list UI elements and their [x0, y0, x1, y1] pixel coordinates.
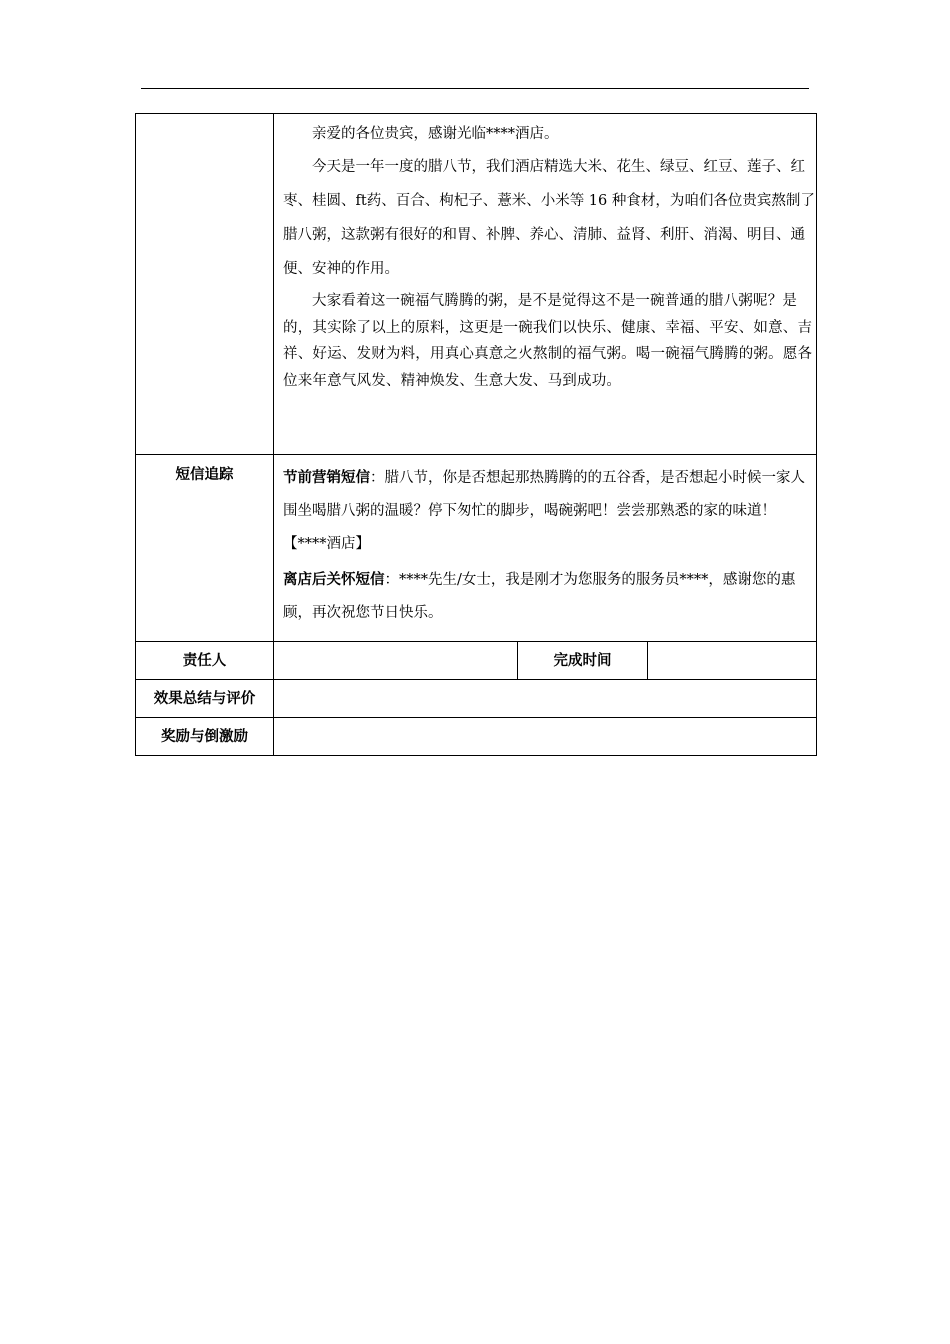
greeting-label-cell	[136, 114, 274, 455]
rewards-row	[136, 718, 817, 756]
completion-time-value[interactable]	[648, 642, 817, 680]
sms-label: 短信追踪	[136, 455, 274, 642]
completion-time-label: 完成时间	[518, 642, 648, 680]
sms-row	[136, 455, 817, 642]
responsible-value[interactable]	[274, 642, 518, 680]
rewards-value[interactable]	[274, 718, 817, 756]
summary-row	[136, 680, 817, 718]
responsible-label: 责任人	[136, 642, 274, 680]
pre-holiday-sms-label: 节前营销短信	[283, 470, 370, 486]
summary-value[interactable]	[274, 680, 817, 718]
greeting-row	[136, 114, 817, 455]
greeting-paragraph-2: 今天是一年一度的腊八节，我们酒店精选大米、花生、绿豆、红豆、莲子、红枣、桂圆、ft药、百合、枸杞子、薏米、小米等 16 种食材，为咱们各位贵宾熬制了腊八粥，这款粥有很好的和胃、补脾、养心、清肺、益肾、利肝、消渴、明目、通便、安神的作用。	[283, 159, 815, 277]
post-visit-sms-text: ：****先生/女士，我是刚才为您服务的服务员****，感谢您的惠顾，再次祝您节日快乐。	[283, 572, 796, 621]
pre-holiday-sms	[283, 462, 810, 561]
plan-table	[135, 113, 817, 756]
greeting-paragraph-3: 大家看着这一碗福气腾腾的粥，是不是觉得这不是一碗普通的腊八粥呢？是的，其实除了以上的原料，这更是一碗我们以快乐、健康、幸福、平安、如意、吉祥、好运、发财为料，用真心真意之火熬制的福气粥。喝一碗福气腾腾的粥。愿各位来年意气风发、精神焕发、生意大发、马到成功。	[283, 293, 813, 389]
greeting-cell	[274, 114, 817, 455]
sms-cell	[274, 455, 817, 642]
greeting-line-1: 亲爱的各位贵宾，感谢光临****酒店。	[312, 126, 559, 142]
responsible-row	[136, 642, 817, 680]
pre-holiday-sms-text: ：腊八节，你是否想起那热腾腾的的五谷香，是否想起小时候一家人围坐喝腊八粥的温暖？停下匆忙的脚步，喝碗粥吧！尝尝那熟悉的家的味道！【****酒店】	[283, 470, 805, 552]
post-visit-sms	[283, 564, 810, 630]
post-visit-sms-label: 离店后关怀短信	[283, 572, 385, 588]
summary-label: 效果总结与评价	[136, 680, 274, 718]
rewards-label: 奖励与倒激励	[136, 718, 274, 756]
header-rule	[141, 88, 809, 89]
